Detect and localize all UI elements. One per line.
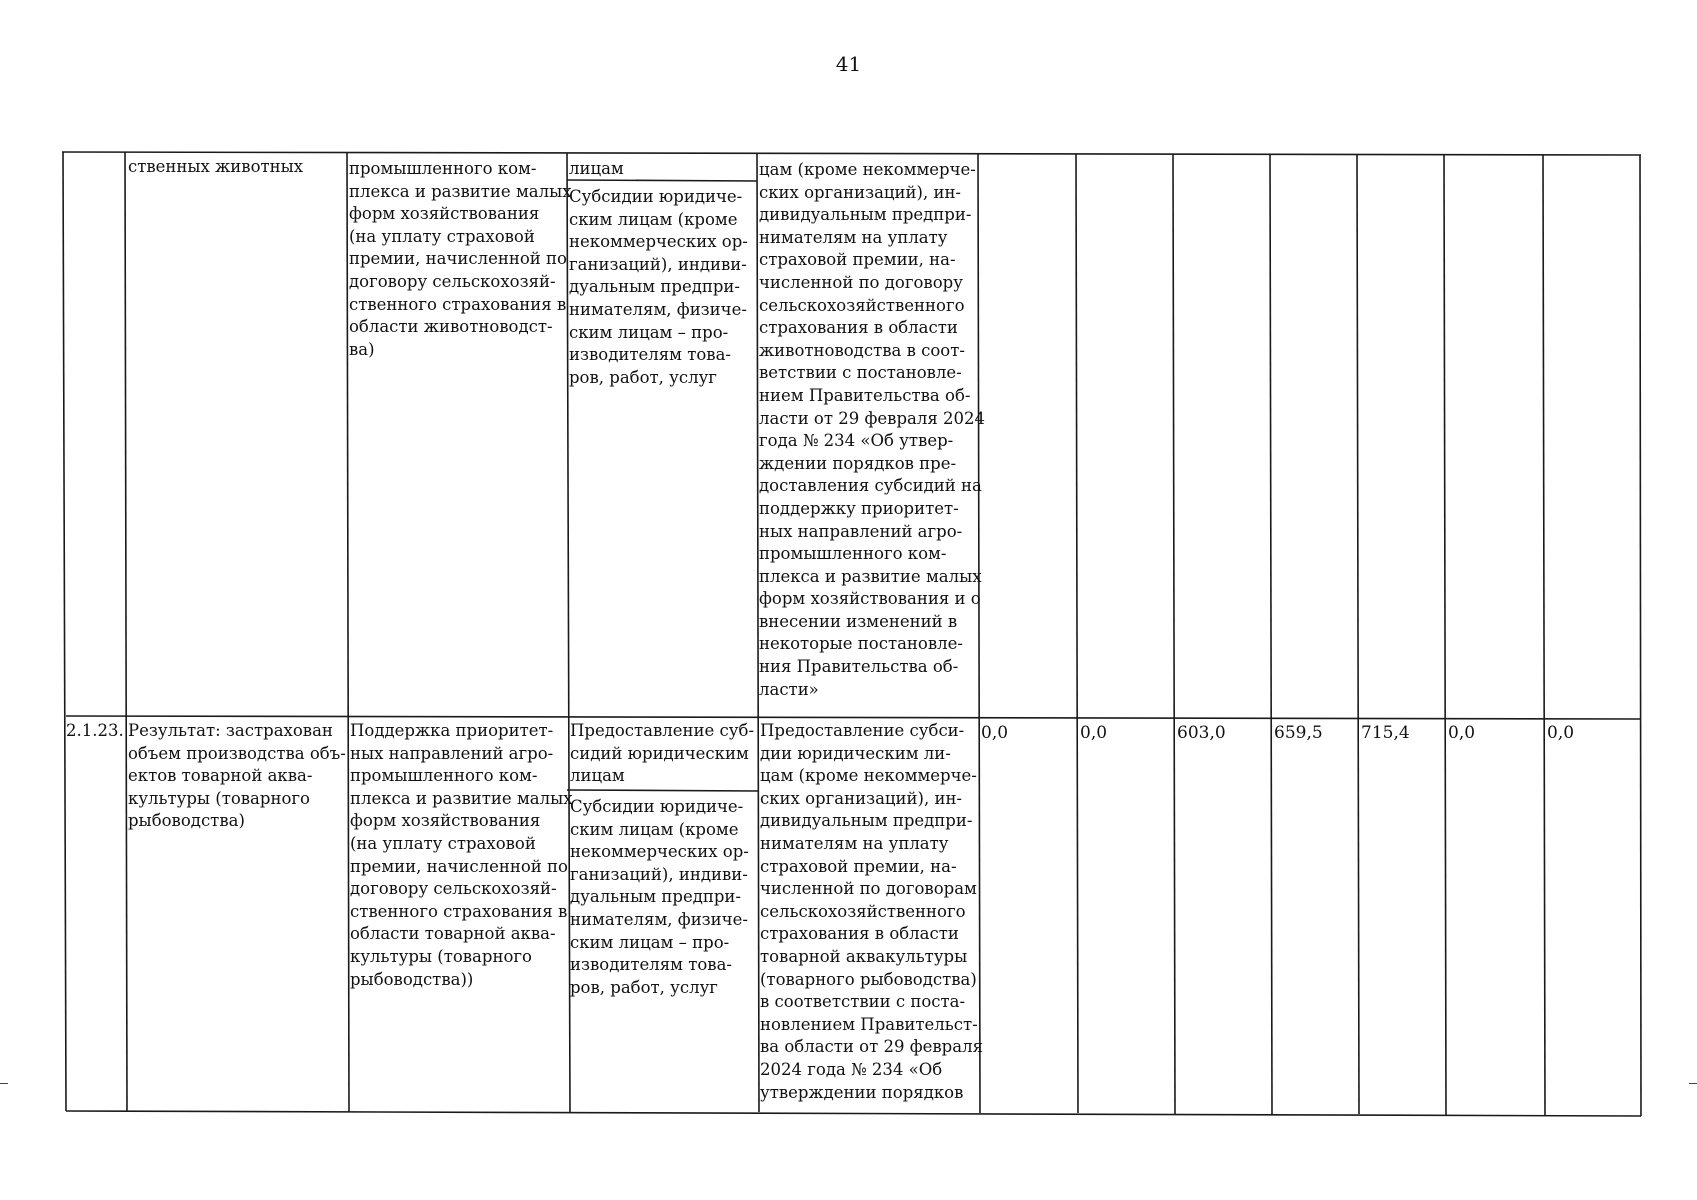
value-cell-4: 659,5 (1274, 723, 1323, 743)
value-cell-2: 0,0 (1080, 723, 1108, 743)
value-cell-7: 0,0 (1547, 723, 1575, 743)
value-cell-6: 0,0 (1448, 723, 1476, 743)
value-cell-1: 0,0 (981, 723, 1009, 743)
measure-subtype-cell: Субсидии юридиче- ским лицам (кроме некоммерческих ор- ганизаций), индиви- дуальным предпри- нимателям, физиче- ским лицам – про- изводителям това- ров, работ, услуг (570, 797, 749, 997)
measure-type-cell: Предоставление суб- сидий юридическим лицам (570, 721, 755, 786)
value-cell-3: 603,0 (1177, 723, 1226, 743)
cont-program-cell: промышленного ком- плекса и развитие малых форм хозяйствования (на уплату страховой премии, начисленной по договору сельскохозяй- ственного страхования в области животноводст- ва) (349, 159, 572, 359)
cont-measure-subtype-cell: Субсидии юридиче- ским лицам (кроме некоммерческих ор- ганизаций), индиви- дуальным предпри- нимателям, физиче- ским лицам – про- изводителям това- ров, работ, услуг (569, 187, 748, 387)
value-cell-5: 715,4 (1361, 723, 1410, 743)
cont-result-cell: ственных животных (128, 157, 304, 176)
scan-mark-left (0, 1083, 8, 1084)
cont-measure-type-cell: лицам (569, 159, 624, 178)
result-cell: Результат: застрахован объем производства объ- ектов товарной аква- культуры (товарного рыбоводства) (128, 721, 346, 831)
scan-mark-right (1689, 1083, 1697, 1084)
row-number-cell: 2.1.23. (66, 721, 124, 740)
cont-description-cell: цам (кроме некоммерче- ских организаций), ин- дивидуальным предпри- нимателям на уплату страховой премии, на- численной по договору сельскохозяйственного страхования в области животноводства в соот- ветствии с постановле- нием Правительства об- ласти от 29 февраля 2024 года № 234 «Об утвер- ждении порядков пре- доставления субсидий на поддержку приоритет- ных направлений агро- промышленного ком- плекса и развитие малых форм хозяйствования и о внесении изменений в некоторые постановле- ния Правительства об- ласти» (759, 160, 985, 699)
program-cell: Поддержка приоритет- ных направлений агро- промышленного ком- плекса и развитие малых форм хозяйствования (на уплату страховой премии, начисленной по договору сельскохозяй- ственного страхования в области товарной аква- культуры (товарного рыбоводства)) (350, 721, 573, 989)
description-cell: Предоставление субси- дии юридическим ли- цам (кроме некоммерче- ских организаций), ин- дивидуальным предпри- нимателям на уплату страховой премии, на- численной по договорам сельскохозяйственного страхования в области товарной аквакультуры (товарного рыбоводства) в соответствии с поста- новлением Правительст- ва области от 29 февраля 2024 года № 234 «Об утверждении порядков (760, 721, 983, 1102)
page-number: 41 (835, 52, 862, 76)
